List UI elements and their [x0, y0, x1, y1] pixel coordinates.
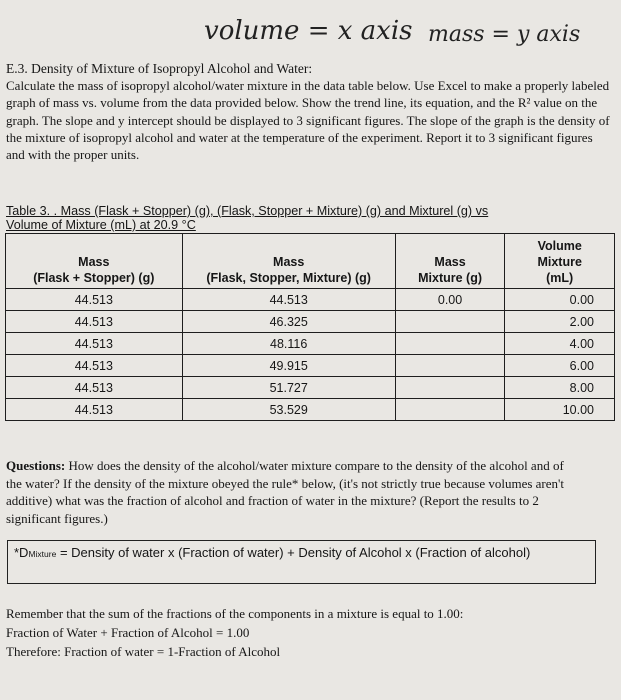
density-rule-box — [7, 540, 596, 584]
questions-text: How does the density of the alcohol/water mixture compare to the density of the alcohol and of the water? If the density of the mixture obeyed the rule* below, (it's not strictly true because volumes aren't additive) what was the fraction of alcohol and fraction of water in the mixture? (Report the results to 2 significant figures.) — [6, 458, 564, 526]
table-row — [6, 377, 615, 399]
rule-text: = Density of water x (Fraction of water) + Density of Alcohol x (Fraction of alcohol) — [56, 545, 531, 560]
cell-volume: 8.00 — [505, 377, 615, 399]
table-header-row — [6, 234, 615, 289]
handwritten-note-mass: mass = y axis — [428, 22, 581, 47]
cell-flask-stopper-mixture: 48.116 — [182, 333, 395, 355]
cell-mass-mixture[interactable] — [395, 333, 505, 355]
cell-flask-stopper: 44.513 — [6, 355, 183, 377]
cell-volume: 6.00 — [505, 355, 615, 377]
table-row — [6, 399, 615, 421]
cell-volume: 0.00 — [505, 289, 615, 311]
handwritten-note — [0, 14, 621, 58]
section-title: E.3. Density of Mixture of Isopropyl Alcohol and Water: — [6, 61, 313, 76]
remember-line-2: Fraction of Water + Fraction of Alcohol = 1.00 — [6, 625, 250, 640]
handwritten-note-volume: volume = x axis — [204, 16, 413, 46]
cell-mass-mixture[interactable] — [395, 311, 505, 333]
cell-volume: 10.00 — [505, 399, 615, 421]
rule-subscript: Mixture — [28, 549, 57, 559]
remember-line-3: Therefore: Fraction of water = 1-Fraction of Alcohol — [6, 644, 281, 659]
cell-flask-stopper-mixture: 49.915 — [182, 355, 395, 377]
questions-label: Questions: — [6, 458, 66, 473]
remember-note — [6, 604, 606, 661]
cell-flask-stopper: 44.513 — [6, 289, 183, 311]
cell-flask-stopper: 44.513 — [6, 399, 183, 421]
header-mass-flask-stopper: Mass (Flask + Stopper) (g) — [6, 234, 183, 289]
data-table — [5, 233, 615, 421]
table-caption — [6, 204, 606, 232]
cell-mass-mixture[interactable]: 0.00 — [395, 289, 505, 311]
cell-flask-stopper-mixture: 46.325 — [182, 311, 395, 333]
rule-prefix: *D — [14, 545, 29, 560]
cell-flask-stopper: 44.513 — [6, 311, 183, 333]
cell-flask-stopper-mixture: 44.513 — [182, 289, 395, 311]
cell-flask-stopper: 44.513 — [6, 333, 183, 355]
section-instructions: Calculate the mass of isopropyl alcohol/water mixture in the data table below. Use Excel to make a properly labeled graph of mass vs. volume from the data provided below. Show the trend line, its equation, and the R² value on the graph. The slope and y intercept should be displayed to 3 significant figures. The slope of the graph is the density of the mixture of isopropyl alcohol and water at the temperature of the experiment. Report it to 3 significant figures and with the proper units. — [6, 78, 610, 163]
header-mass-mixture: Mass Mixture (g) — [395, 234, 505, 289]
table-caption-line-2: Volume of Mixture (mL) at 20.9 °C — [6, 218, 196, 232]
header-volume-mixture: Volume Mixture (mL) — [505, 234, 615, 289]
cell-volume: 2.00 — [505, 311, 615, 333]
remember-line-1: Remember that the sum of the fractions of the components in a mixture is equal to 1.00: — [6, 606, 464, 621]
cell-mass-mixture[interactable] — [395, 377, 505, 399]
table-row — [6, 289, 615, 311]
cell-flask-stopper-mixture: 53.529 — [182, 399, 395, 421]
cell-flask-stopper: 44.513 — [6, 377, 183, 399]
table-caption-line-1: Table 3. . Mass (Flask + Stopper) (g), (Flask, Stopper + Mixture) (g) and Mixturel (g) vs — [6, 204, 489, 218]
cell-mass-mixture[interactable] — [395, 399, 505, 421]
header-mass-flask-stopper-mixture: Mass (Flask, Stopper, Mixture) (g) — [182, 234, 395, 289]
table-row — [6, 311, 615, 333]
cell-flask-stopper-mixture: 51.727 — [182, 377, 395, 399]
questions-paragraph — [6, 457, 578, 527]
cell-mass-mixture[interactable] — [395, 355, 505, 377]
cell-volume: 4.00 — [505, 333, 615, 355]
table-row — [6, 355, 615, 377]
table-row — [6, 333, 615, 355]
